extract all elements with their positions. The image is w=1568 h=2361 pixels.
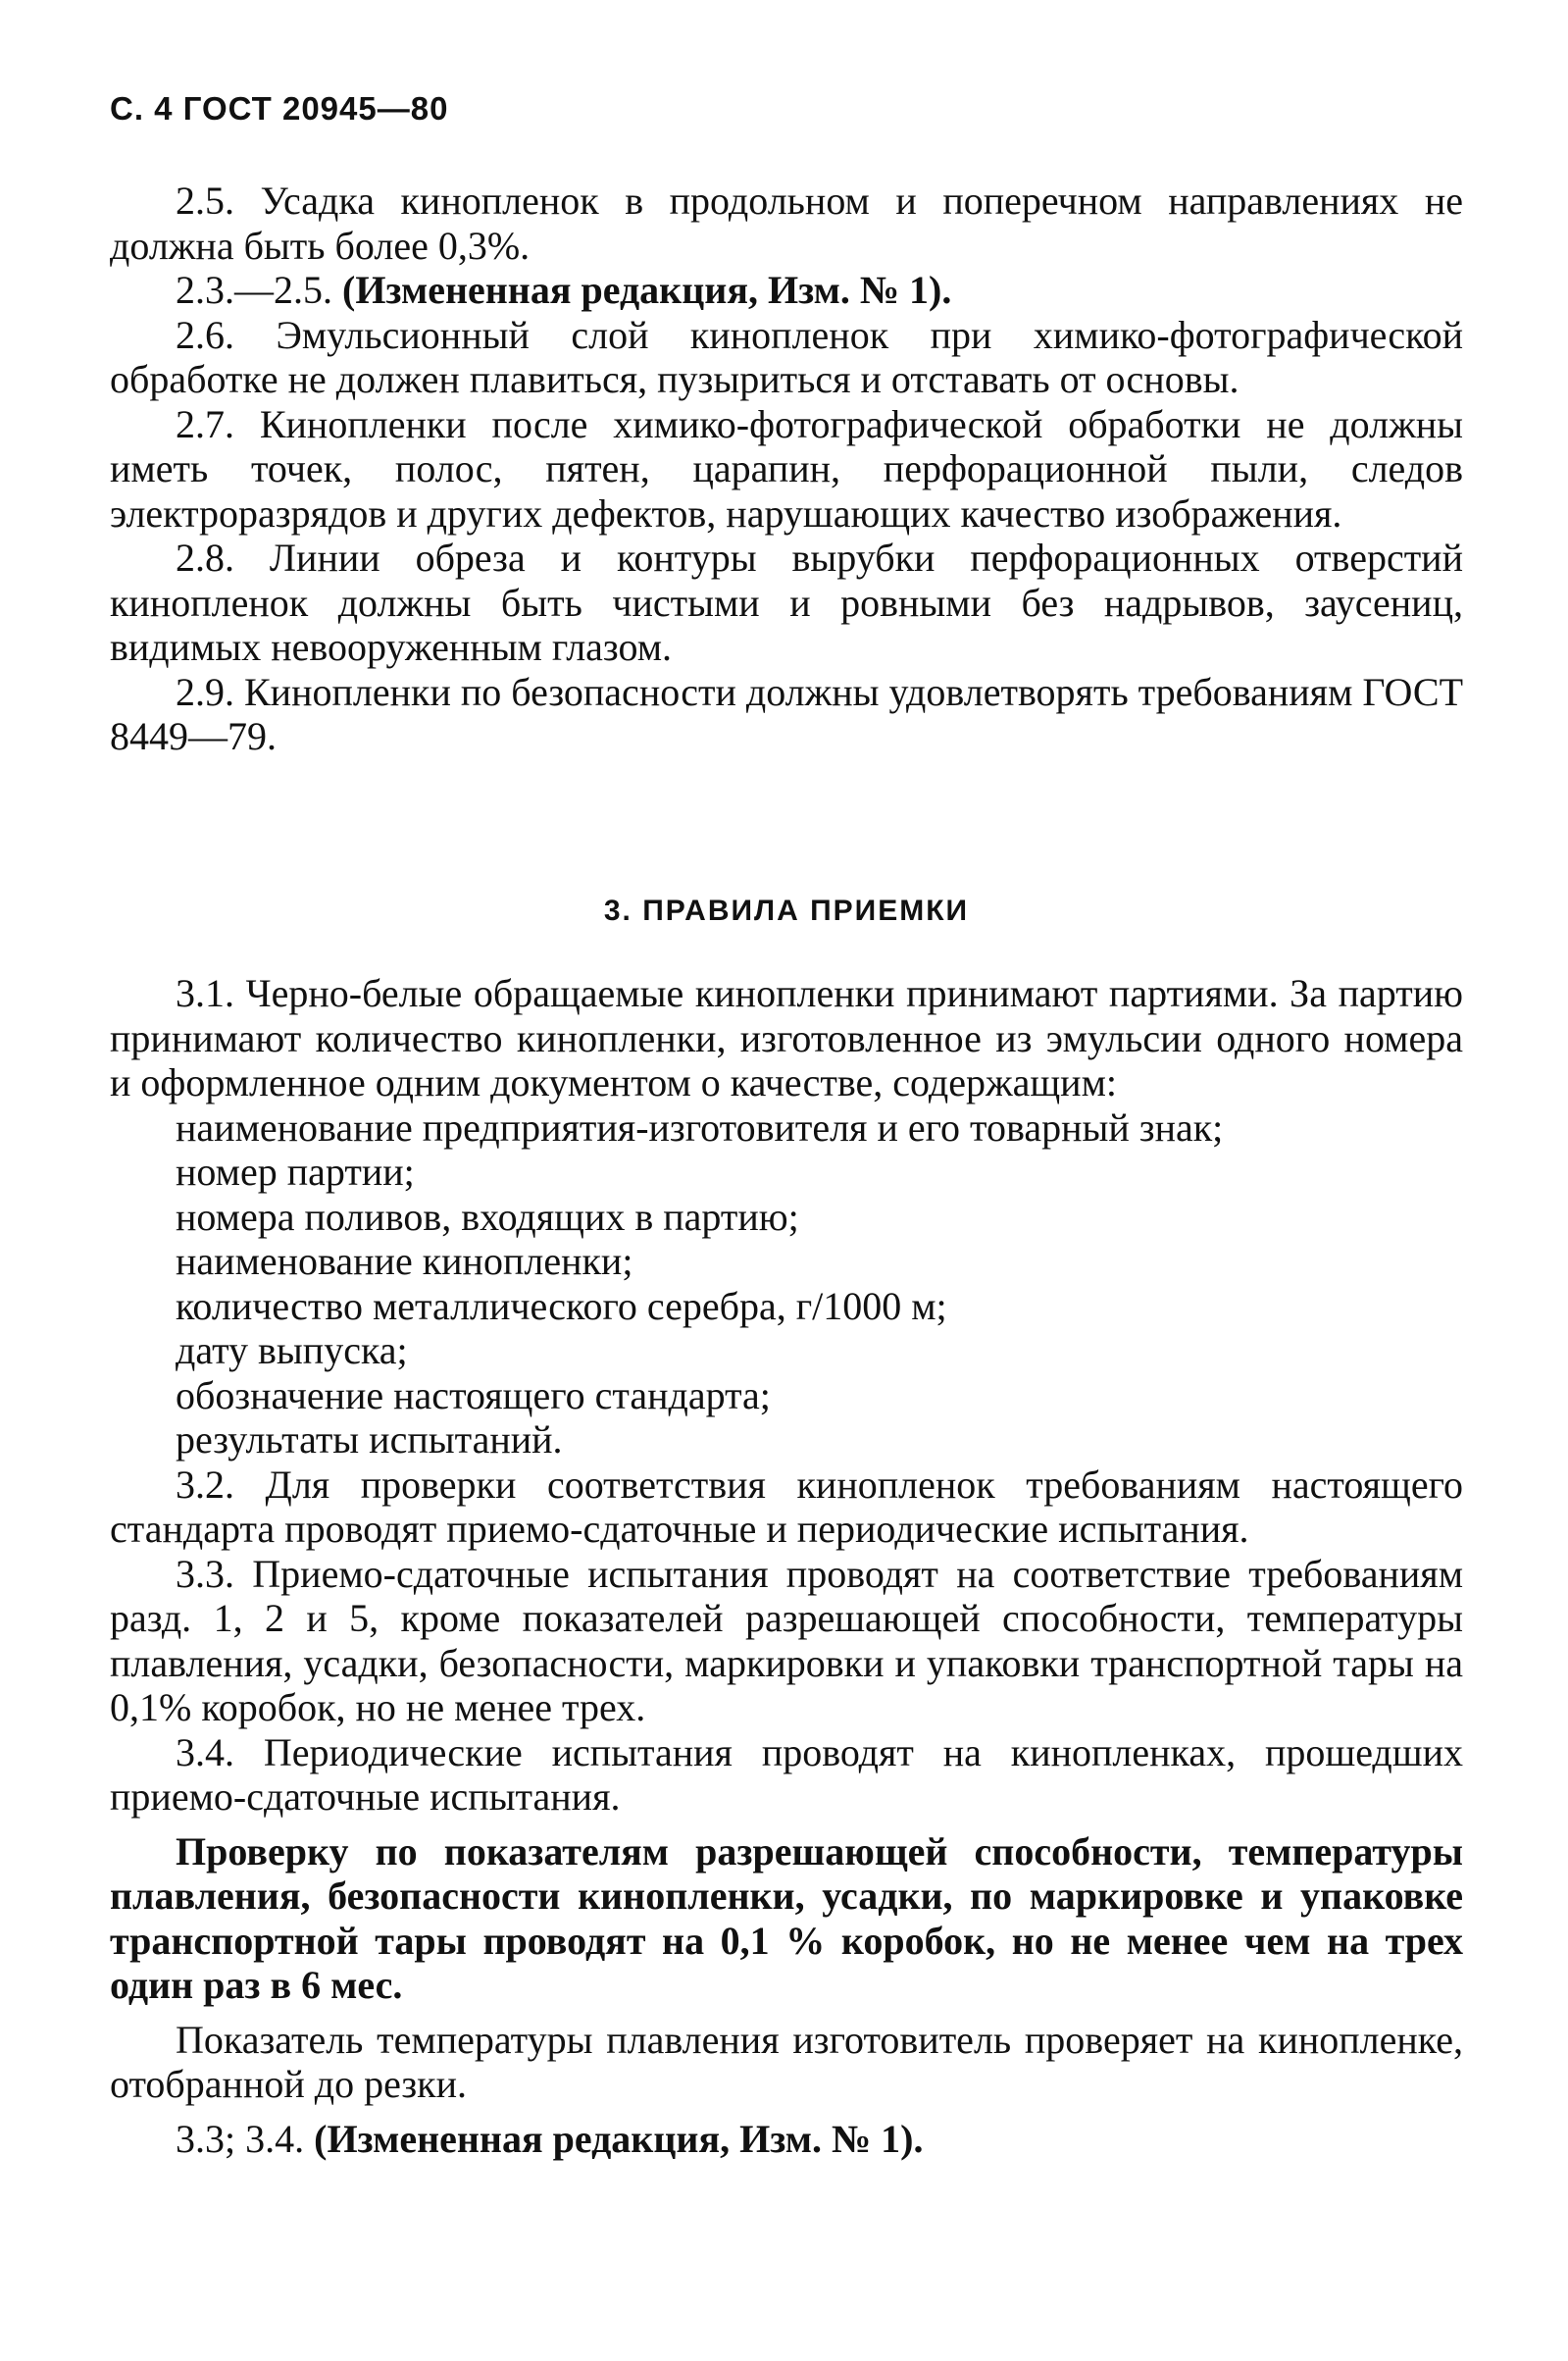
clause-3-3: 3.3. Приемо-сдаточные испытания проводят на соответствие требованиям разд. 1, 2 и 5, кроме показателей разрешающей способности, температуры плавления, усадки, безопасности, маркировки и упаковки транспортной тары на 0,1% коробок, но не менее трех.: [110, 1551, 1463, 1729]
clause-3-1: 3.1. Черно-белые обращаемые кинопленки принимают партиями. За партию принимают количество кинопленки, изготовленное из эмульсии одного номера и оформленное одним документом о качестве, содержащим:: [110, 971, 1463, 1104]
section-3-text: [110, 971, 1463, 2161]
clause-3-4-check: Проверку по показателям разрешающей способности, температуры плавления, безопасности кинопленки, усадки, по маркировке и упаковке транспортной тары проводят на 0,1 % коробок, но не менее чем на трех один раз в 6 мес.: [110, 1828, 1463, 2007]
list-item: наименование предприятия-изготовителя и его товарный знак;: [176, 1104, 1224, 1150]
clause-3-4: 3.4. Периодические испытания проводят на кинопленках, прошедших приемо-сдаточные испытания.: [110, 1729, 1463, 1819]
list-item: результаты испытаний.: [176, 1417, 563, 1462]
amendment-text: (Измененная редакция, Изм. № 1).: [342, 268, 952, 312]
list-item: дату выпуска;: [176, 1328, 408, 1372]
clause-2-7: 2.7. Кинопленки после химико-фотографической обработки не должны иметь точек, полос, пятен, царапин, перфорационной пыли, следов электроразрядов и других дефектов, нарушающих качество изображения.: [110, 401, 1463, 536]
list-item: наименование кинопленки;: [176, 1239, 633, 1283]
list-item: номер партии;: [176, 1150, 415, 1194]
clause-2-9: 2.9. Кинопленки по безопасности должны удовлетворять требованиям ГОСТ 8449—79.: [110, 669, 1464, 758]
list-item: обозначение настоящего стандарта;: [176, 1372, 771, 1417]
clause-3-2: 3.2. Для проверки соответствия кинопленок требованиям настоящего стандарта проводят приемо-сдаточные и периодические испытания.: [110, 1462, 1463, 1551]
list-item: количество металлического серебра, г/1000 м;: [176, 1283, 947, 1328]
page-header: С. 4 ГОСТ 20945—80: [110, 90, 449, 127]
section-2-text: [110, 179, 1463, 759]
section-3-heading: 3. ПРАВИЛА ПРИЕМКИ: [603, 895, 970, 927]
amendment-clause-nums: 3.3; 3.4.: [176, 2116, 315, 2161]
clause-2-5: 2.5. Усадка кинопленок в продольном и поперечном направлениях не должна быть более 0,3%.: [110, 179, 1463, 268]
clause-2-6: 2.6. Эмульсионный слой кинопленок при химико-фотографической обработке не должен плавиться, пузыриться и отставать от основы.: [110, 312, 1463, 401]
amendment-note-2-3-2-5: [110, 268, 1463, 313]
amendment-note-3-3-3-4: [110, 2117, 1463, 2162]
clause-3-4-melting-point: Показатель температуры плавления изготовитель проверяет на кинопленке, отобранной до резки.: [110, 2017, 1463, 2106]
amendment-text: (Измененная редакция, Изм. № 1).: [314, 2116, 924, 2161]
list-item: номера поливов, входящих в партию;: [176, 1194, 799, 1239]
clause-2-8: 2.8. Линии обреза и контуры вырубки перфорационных отверстий кинопленок должны быть чистыми и ровными без надрывов, заусениц, видимых невооруженным глазом.: [110, 536, 1463, 669]
amendment-clause-nums: 2.3.—2.5.: [176, 268, 342, 312]
